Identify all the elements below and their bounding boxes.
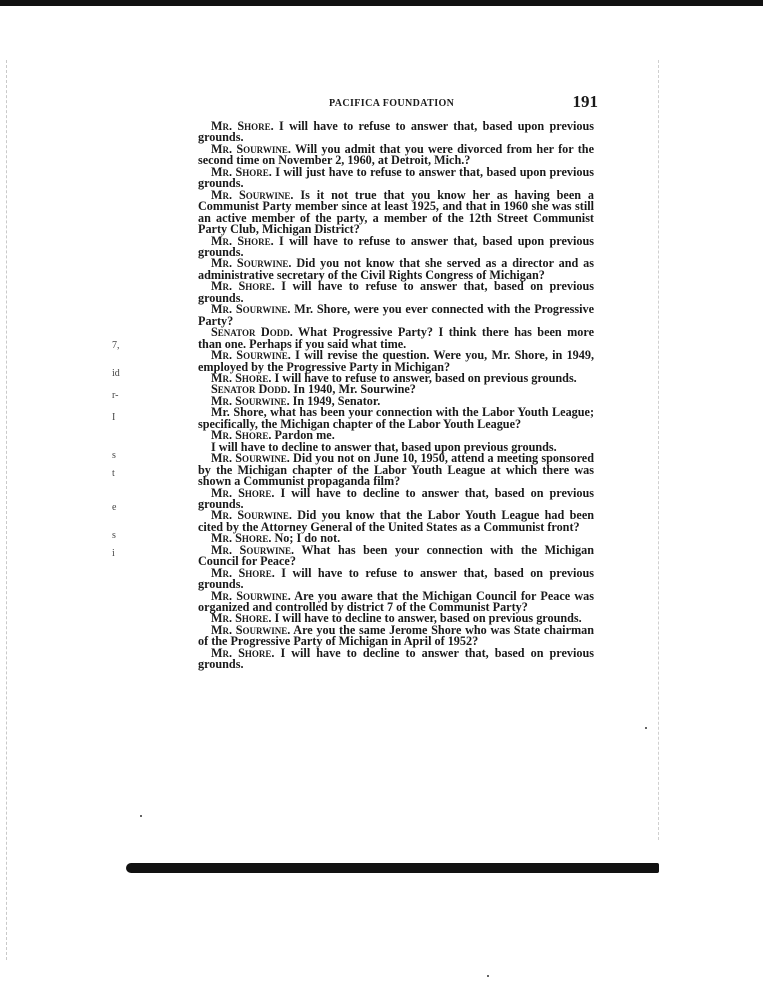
speech-text: What Progressive Party? I think there has been more than one. Perhaps if you said what time. <box>198 325 594 351</box>
speaker-name: Mr. Sourwine. <box>211 141 291 156</box>
page-number: 191 <box>572 92 598 111</box>
speaker-name: Mr. Shore. <box>211 531 272 546</box>
margin-mark: id <box>112 368 120 379</box>
speaker-name: Mr. Shore. <box>211 428 272 443</box>
speech-text: Did you not on June 10, 1950, attend a meeting sponsored by the Michigan chapter of the Labor Youth League at which there was shown a Communist propaganda film? <box>198 451 594 489</box>
speaker-name: Mr. Shore. <box>211 119 274 133</box>
transcript-paragraph <box>198 141 594 168</box>
transcript-paragraph <box>198 565 594 592</box>
speech-text: Are you the same Jerome Shore who was State chairman of the Progressive Party of Michigan in April of 1952? <box>198 622 594 649</box>
speech-text: I will have to refuse to answer that, based upon previous grounds. <box>198 119 594 145</box>
speaker-name: Mr. Shore. <box>211 233 274 248</box>
speaker-name: Mr. Sourwine. <box>211 302 291 317</box>
transcript-paragraph <box>198 233 594 259</box>
margin-mark: i <box>112 548 115 559</box>
speaker-name: Mr. Sourwine. <box>211 542 295 557</box>
transcript-paragraph <box>198 622 594 649</box>
speaker-name: Mr. Shore. <box>211 370 272 385</box>
transcript-paragraph <box>198 542 594 569</box>
speech-text: Is it not true that you know her as having been a Communist Party member since at least 1925, and that in 1960 she was still an active member of the party, a member of the 12th Street Communist Party Club, Michigan District? <box>198 187 595 237</box>
transcript-paragraph <box>198 407 594 430</box>
speaker-name: Mr. Sourwine. <box>211 256 292 271</box>
speech-text: Are you aware that the Michigan Council for Peace was organized and controlled by district 7 of the Communist Party? <box>198 588 595 615</box>
speaker-name: Mr. Sourwine. <box>211 393 290 408</box>
speech-text: I will have to decline to answer that, based on previous grounds. <box>198 645 594 672</box>
transcript-paragraph <box>198 121 594 144</box>
margin-mark: s <box>112 450 116 461</box>
transcript-paragraph <box>198 588 595 615</box>
transcript-paragraph <box>198 304 594 327</box>
margin-mark: r- <box>112 390 119 401</box>
transcript-paragraph <box>198 510 594 533</box>
scan-top-edge <box>0 0 763 6</box>
running-head: PACIFICA FOUNDATION <box>329 98 455 109</box>
speech-text: Did you know that the Labor Youth League had been cited by the Attorney General of the United States as a Communist front? <box>198 508 595 534</box>
scan-speck <box>645 727 647 729</box>
speaker-name: Mr. Shore. <box>211 279 275 294</box>
speech-text: Will you admit that you were divorced from her for the second time on November 2, 1960, at Detroit, Mich.? <box>198 141 594 168</box>
page-header <box>198 94 598 116</box>
speech-text: I will have to refuse to answer that, based upon previous grounds. <box>198 233 594 259</box>
speaker-name: Mr. Shore. <box>211 645 275 660</box>
speech-text: Did you not know that she served as a director and as administrative secretary of the Civil Rights Congress of Michigan? <box>198 256 595 282</box>
margin-mark: 7, <box>112 340 120 351</box>
speaker-name: Mr. Sourwine. <box>211 622 291 637</box>
speech-text: No; I do not. <box>271 531 341 546</box>
speaker-name: Mr. Shore. <box>211 565 275 580</box>
transcript-paragraph <box>198 187 595 237</box>
speaker-name: Mr. Shore. <box>211 485 275 500</box>
transcript-paragraph <box>198 258 594 281</box>
speech-text: I will have to decline to answer that, based on previous grounds. <box>198 485 594 511</box>
speaker-name: Mr. Sourwine. <box>211 348 291 363</box>
speech-text: I will have to refuse to answer that, based on previous grounds. <box>198 565 594 592</box>
margin-mark: e <box>112 502 117 513</box>
speech-text: I will have to refuse to answer that, based on previous grounds. <box>198 279 594 305</box>
transcript-paragraph <box>198 281 594 304</box>
transcript-paragraph <box>198 453 594 487</box>
transcript-paragraph <box>198 164 595 191</box>
margin-mark: I <box>112 412 116 423</box>
speaker-name: Senator Dodd. <box>211 382 291 397</box>
scan-left-artifact <box>6 60 8 960</box>
scan-right-artifact <box>658 60 660 840</box>
speech-text: I will have to decline to answer that, based upon previous grounds. <box>211 439 557 454</box>
speaker-name: Mr. Sourwine. <box>211 588 291 603</box>
scan-speck <box>487 975 489 977</box>
speech-text: Pardon me. <box>271 428 335 443</box>
speaker-name: Mr. Shore. <box>211 611 272 626</box>
speech-text: In 1940, Mr. Sourwine? <box>290 382 416 397</box>
speaker-name: Mr. Sourwine. <box>211 451 290 466</box>
margin-mark: t <box>112 468 115 479</box>
transcript-paragraph <box>198 350 594 373</box>
margin-mark: s <box>112 530 116 541</box>
speech-text: I will have to refuse to answer, based on previous grounds. <box>271 370 577 385</box>
speaker-name: Mr. Shore. <box>211 164 272 179</box>
speech-text: Mr. Shore, what has been your connection with the Labor Youth League; specifically, the Michigan chapter of the Labor Youth League? <box>198 405 594 431</box>
speaker-name: Mr. Sourwine. <box>211 508 292 523</box>
speech-text: I will have to decline to answer, based on previous grounds. <box>271 611 582 626</box>
speech-text: I will just have to refuse to answer that, based upon previous grounds. <box>198 164 595 191</box>
transcript-paragraph <box>198 327 594 350</box>
speech-text: In 1949, Senator. <box>289 393 381 408</box>
speech-text: I will revise the question. Were you, Mr. Shore, in 1949, employed by the Progressive Party in Michigan? <box>198 348 594 374</box>
speaker-name: Mr. Sourwine. <box>211 187 294 202</box>
speaker-name: Senator Dodd. <box>211 325 293 340</box>
transcript-paragraph <box>198 645 594 672</box>
transcript-body <box>198 121 594 671</box>
transcript-paragraph <box>198 485 594 511</box>
speech-text: Mr. Shore, were you ever connected with the Progressive Party? <box>198 302 595 328</box>
scan-bottom-rule <box>126 863 659 873</box>
scan-speck <box>140 815 142 817</box>
speech-text: What has been your connection with the Michigan Council for Peace? <box>198 542 594 569</box>
